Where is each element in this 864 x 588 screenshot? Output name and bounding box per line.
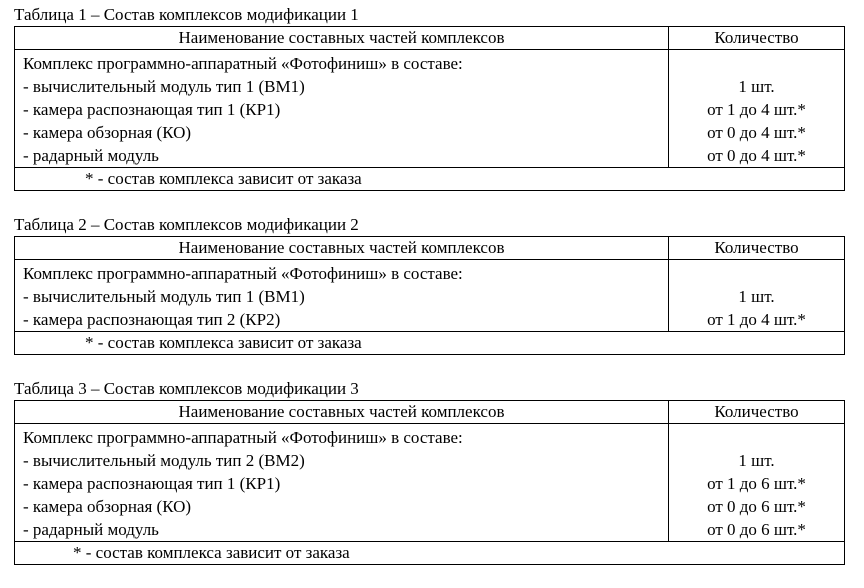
component-qty: 1 шт.: [738, 287, 775, 306]
table-caption: Таблица 3 – Состав комплексов модификации 3: [14, 379, 359, 398]
table-body-row: [15, 50, 845, 168]
header-name-cell: Наименование составных частей комплексов: [15, 27, 669, 50]
component-name: - камера распознающая тип 2 (КР2): [23, 310, 281, 329]
footnote: * - состав комплекса зависит от заказа: [15, 168, 845, 191]
component-qty: от 0 до 4 шт.*: [707, 146, 806, 165]
component-qty: 1 шт.: [738, 77, 775, 96]
component-qty: от 1 до 4 шт.*: [707, 100, 806, 119]
header-name-cell: Наименование составных частей комплексов: [15, 237, 669, 260]
component-name: - камера обзорная (КО): [23, 123, 192, 142]
table-caption: Таблица 2 – Состав комплексов модификации 2: [14, 215, 359, 234]
quantities-cell: [669, 50, 845, 168]
components-cell: [15, 424, 669, 542]
table-header-row: [15, 401, 845, 424]
component-name: - радарный модуль: [23, 146, 159, 165]
footnote: * - состав комплекса зависит от заказа: [15, 332, 845, 355]
complex-intro: Комплекс программно-аппаратный «Фотофиниш» в составе:: [23, 54, 463, 73]
header-qty-cell: Количество: [669, 237, 845, 260]
component-name: - камера распознающая тип 1 (КР1): [23, 474, 281, 493]
complex-intro: Комплекс программно-аппаратный «Фотофиниш» в составе:: [23, 428, 463, 447]
component-qty: от 0 до 6 шт.*: [707, 520, 806, 539]
composition-table: [14, 400, 845, 565]
composition-table: [14, 236, 845, 355]
table-note-row: [15, 542, 845, 565]
footnote: * - состав комплекса зависит от заказа: [15, 542, 845, 565]
component-qty: 1 шт.: [738, 451, 775, 470]
component-name: - камера распознающая тип 1 (КР1): [23, 100, 281, 119]
table-header-row: [15, 27, 845, 50]
components-cell: [15, 50, 669, 168]
component-name: - вычислительный модуль тип 1 (ВМ1): [23, 77, 305, 96]
component-name: - вычислительный модуль тип 2 (ВМ2): [23, 451, 305, 470]
component-name: - камера обзорная (КО): [23, 497, 192, 516]
header-qty-cell: Количество: [669, 27, 845, 50]
table-caption: Таблица 1 – Состав комплексов модификации 1: [14, 5, 359, 24]
component-qty: от 0 до 4 шт.*: [707, 123, 806, 142]
table-body-row: [15, 260, 845, 332]
header-qty-cell: Количество: [669, 401, 845, 424]
table-note-row: [15, 168, 845, 191]
quantities-cell: [669, 260, 845, 332]
table-body-row: [15, 424, 845, 542]
complex-intro: Комплекс программно-аппаратный «Фотофиниш» в составе:: [23, 264, 463, 283]
table-header-row: [15, 237, 845, 260]
composition-table: [14, 26, 845, 191]
header-name-cell: Наименование составных частей комплексов: [15, 401, 669, 424]
component-qty: от 1 до 6 шт.*: [707, 474, 806, 493]
component-qty: от 1 до 4 шт.*: [707, 310, 806, 329]
component-name: - радарный модуль: [23, 520, 159, 539]
component-qty: от 0 до 6 шт.*: [707, 497, 806, 516]
quantities-cell: [669, 424, 845, 542]
components-cell: [15, 260, 669, 332]
table-note-row: [15, 332, 845, 355]
component-name: - вычислительный модуль тип 1 (ВМ1): [23, 287, 305, 306]
